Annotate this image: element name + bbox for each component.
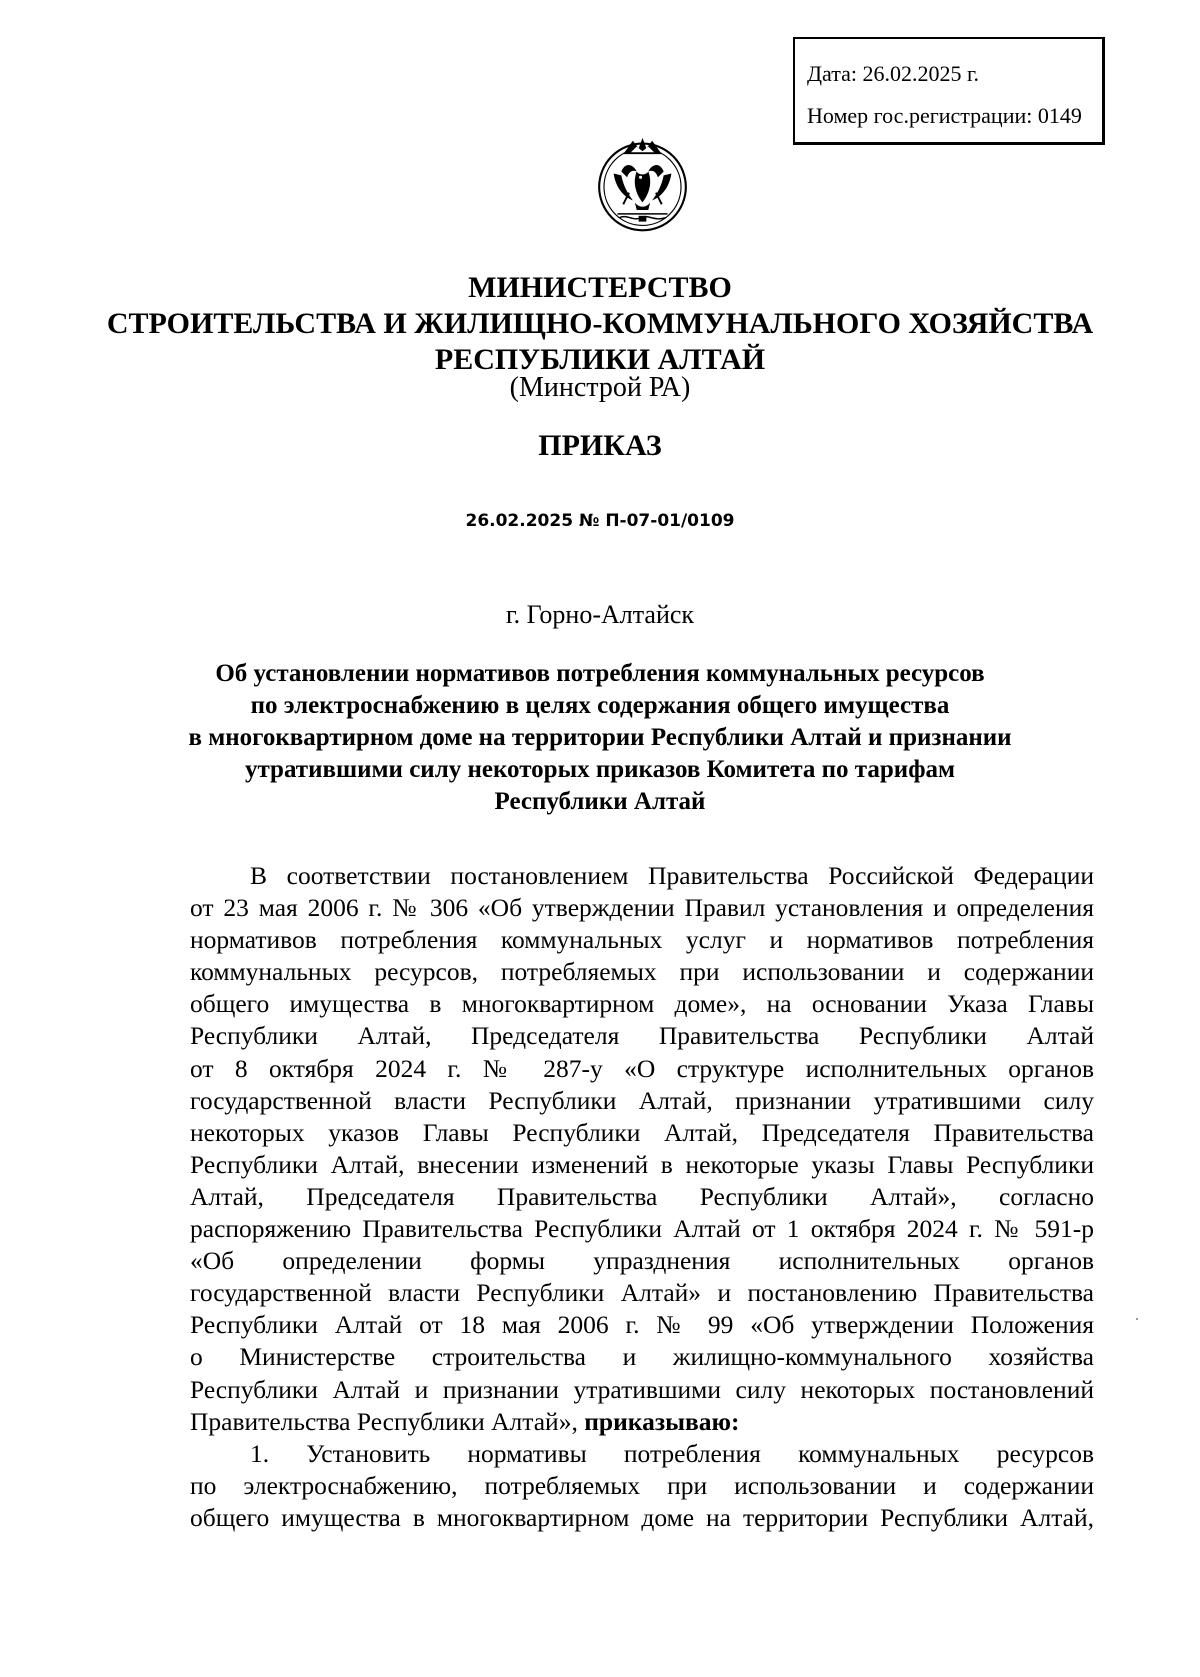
body-line: Республики Алтай и признании утратившими силу некоторых постановлений [190,1374,1094,1404]
body-line: «Об определении формы упразднения исполнительных органов [190,1246,1094,1276]
body-line: В соответствии постановлением Правительства Российской Федерации [250,861,1094,890]
body-line: Республики Алтай, внесении изменений в некоторые указы Главы Республики [190,1149,1094,1179]
subject-line-5: Республики Алтай [494,788,706,815]
subject-line-4: утратившими силу некоторых приказов Комитета по тарифам [244,756,956,783]
body-line: Правительства Республики Алтай», [190,1406,578,1436]
body-line: государственной власти Республики Алтай» и постановлению Правительства [190,1278,1094,1308]
body-line: от 8 октября 2024 г. № 287-у «О структуре исполнительных органов [190,1053,1094,1083]
scan-speck [1136,1318,1138,1320]
order-date-number: 26.02.2025 № П-07-01/0109 [465,511,735,531]
body-line: от 23 мая 2006 г. № 306 «Об утверждении Правил установления и определения [190,893,1094,923]
document-subject [0,658,1200,818]
registration-date: Дата: 26.02.2025 г. [807,61,980,86]
document-body [190,860,1094,1534]
item-1-line: по электроснабжению, потребляемых при использовании и содержании [190,1470,1094,1500]
subject-line-3: в многоквартирном доме на территории Республики Алтай и признании [188,724,1012,751]
ministry-line-1: МИНИСТЕРСТВО [468,271,732,304]
body-line: Республики Алтай от 18 мая 2006 г. № 99 «Об утверждении Положения [190,1310,1094,1340]
ministry-line-2: СТРОИТЕЛЬСТВА И ЖИЛИЩНО-КОММУНАЛЬНОГО ХОЗЯЙСТВА [106,307,1094,340]
body-line: Республики Алтай, Председателя Правительства Республики Алтай [190,1021,1094,1051]
body-line: нормативов потребления коммунальных услуг и нормативов потребления [190,925,1094,955]
registration-number: Номер гос.регистрации: 0149 [807,103,1082,128]
body-line: общего имущества в многоквартирном доме», на основании Указа Главы [190,989,1094,1019]
body-line: государственной власти Республики Алтай, признании утратившими силу [190,1085,1094,1115]
body-line: распоряжению Правительства Республики Алтай от 1 октября 2024 г. № 591-р [190,1214,1094,1244]
document-type: ПРИКАЗ [538,429,662,462]
subject-line-1: Об установлении нормативов потребления коммунальных ресурсов [215,660,985,687]
ministry-abbreviation: (Минстрой РА) [509,372,691,403]
item-1-line: 1. Установить нормативы потребления коммунальных ресурсов [250,1438,1094,1468]
body-line: Алтай, Председателя Правительства Республики Алтай», согласно [190,1181,1094,1211]
body-line: коммунальных ресурсов, потребляемых при использовании и содержании [190,957,1094,987]
registration-stamp [793,37,1105,145]
body-line: некоторых указов Главы Республики Алтай, Председателя Правительства [190,1117,1094,1147]
subject-line-2: по электроснабжению в целях содержания общего имущества [250,692,950,719]
city-name: г. Горно-Алтайск [505,600,695,629]
item-1-line: общего имущества в многоквартирном доме на территории Республики Алтай, [190,1502,1094,1532]
order-word: приказываю: [584,1406,740,1436]
republic-altai-coat-of-arms-icon [594,133,691,237]
body-line-final [190,1406,1094,1438]
ministry-name [0,270,1200,378]
ministry-line-3: РЕСПУБЛИКИ АЛТАЙ [434,343,766,376]
body-line: о Министерстве строительства и жилищно-коммунального хозяйства [190,1342,1094,1372]
